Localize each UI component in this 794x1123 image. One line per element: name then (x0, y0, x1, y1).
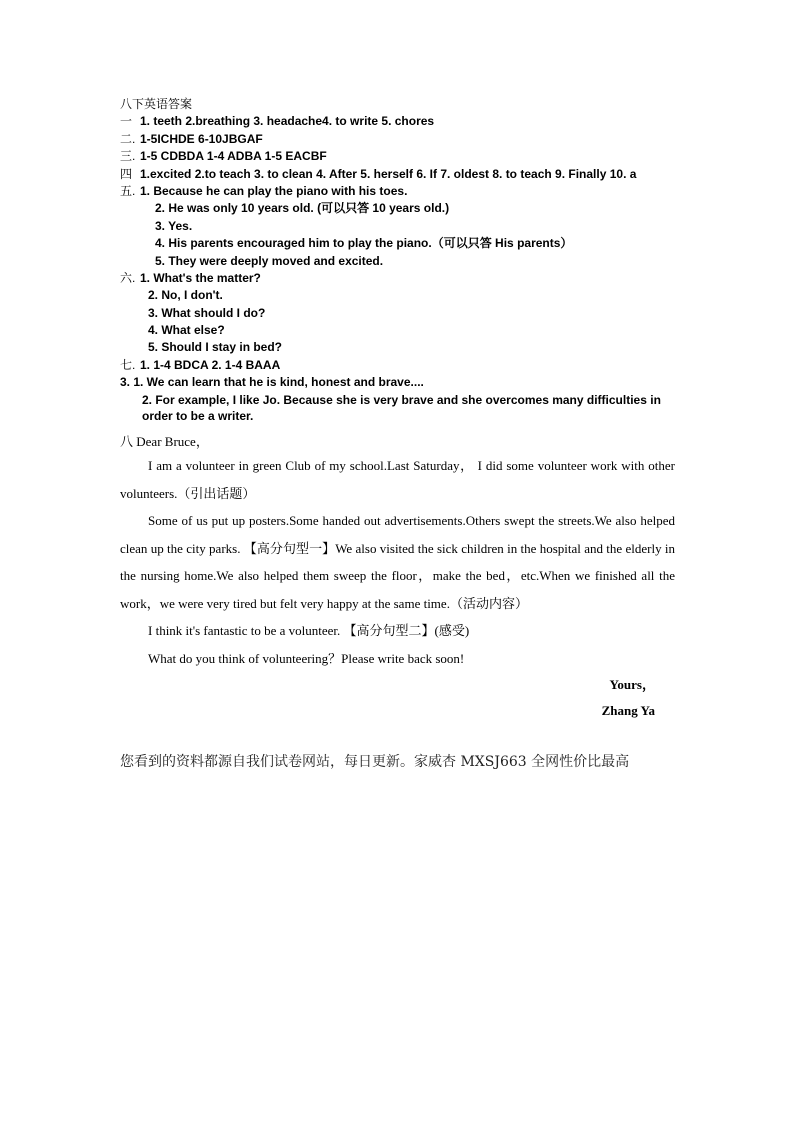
section-number: 一 (120, 114, 133, 129)
answer-item: 1. What's the matter? (140, 270, 261, 285)
letter-greeting (120, 432, 675, 452)
section-7-part-3: 3. 1. We can learn that he is kind, honest and brave.... (120, 375, 424, 390)
letter-paragraph: What do you think of volunteering？Please write back soon! (148, 650, 465, 666)
greeting-text: Dear Bruce， (136, 434, 209, 449)
section-6 (120, 270, 680, 287)
sample-letter (120, 432, 675, 724)
letter-closing: Yours， (609, 677, 655, 692)
answer-item-line: 2. For example, I like Jo. Because she is very brave and she overcomes many difficulties in (142, 392, 661, 407)
answer-item: 3. What should I do? (148, 305, 266, 320)
answer-key (120, 96, 680, 424)
answer-item: 1. Because he can play the piano with his toes. (140, 183, 408, 198)
section-5 (120, 183, 680, 200)
section-7 (120, 357, 680, 374)
section-3 (120, 148, 680, 165)
section-number: 七. (120, 357, 136, 372)
letter-paragraph: I think it's fantastic to be a volunteer. 【高分句型二】(感受) (148, 623, 470, 638)
section-1 (120, 113, 680, 130)
answer-item: 5. Should I stay in bed? (148, 340, 283, 355)
section-text: 1.excited 2.to teach 3. to clean 4. After 5. herself 6. If 7. oldest 8. to teach 9. Finally 10. a (140, 166, 637, 181)
letter-paragraph: I am a volunteer in green Club of my school.Last Saturday， I did some volunteer work with other volunteers.（引出话题） (120, 458, 675, 501)
letter-paragraph: Some of us put up posters.Some handed out advertisements.Others swept the streets.We also helped clean up the city parks. 【高分句型一】We also visited the sick children in the hospital and the elderly in the nursing home.We also helped them sweep the floor，make the bed，etc.When we finished all the work，we were very tired but felt very happy at the same time.（活动内容） (120, 513, 675, 611)
section-number: 四 (120, 166, 133, 181)
answer-item: 4. What else? (148, 323, 225, 338)
section-number: 六. (120, 270, 136, 285)
section-number: 五. (120, 183, 136, 198)
section-number: 二. (120, 131, 136, 146)
section-2 (120, 131, 680, 148)
section-text: 1. teeth 2.breathing 3. headache4. to write 5. chores (140, 114, 435, 129)
answer-item: 3. Yes. (155, 218, 193, 233)
section-number: 八 (120, 434, 134, 449)
section-text: 1-5 CDBDA 1-4 ADBA 1-5 EACBF (140, 149, 327, 164)
answer-item: 4. His parents encouraged him to play the piano.（可以只答 His parents） (155, 236, 573, 251)
answer-item: 2. No, I don't. (148, 288, 223, 303)
section-text: 1-5ICHDE 6-10JBGAF (140, 131, 263, 146)
doc-title: 八下英语答案 (120, 97, 193, 111)
answer-item (120, 392, 680, 424)
section-4 (120, 166, 680, 183)
footer-note: 您看到的资料都源自我们试卷网站，每日更新。家威杏 MXSJ663 全网性价比最高 (120, 754, 630, 770)
letter-signature: Zhang Ya (601, 703, 655, 718)
section-text: 1. 1-4 BDCA 2. 1-4 BAAA (140, 357, 281, 372)
answer-item-continuation: order to be a writer. (142, 408, 254, 423)
answer-item: 2. He was only 10 years old. (可以只答 10 years old.) (155, 201, 450, 216)
section-number: 三. (120, 149, 136, 164)
answer-item: 5. They were deeply moved and excited. (155, 253, 384, 268)
